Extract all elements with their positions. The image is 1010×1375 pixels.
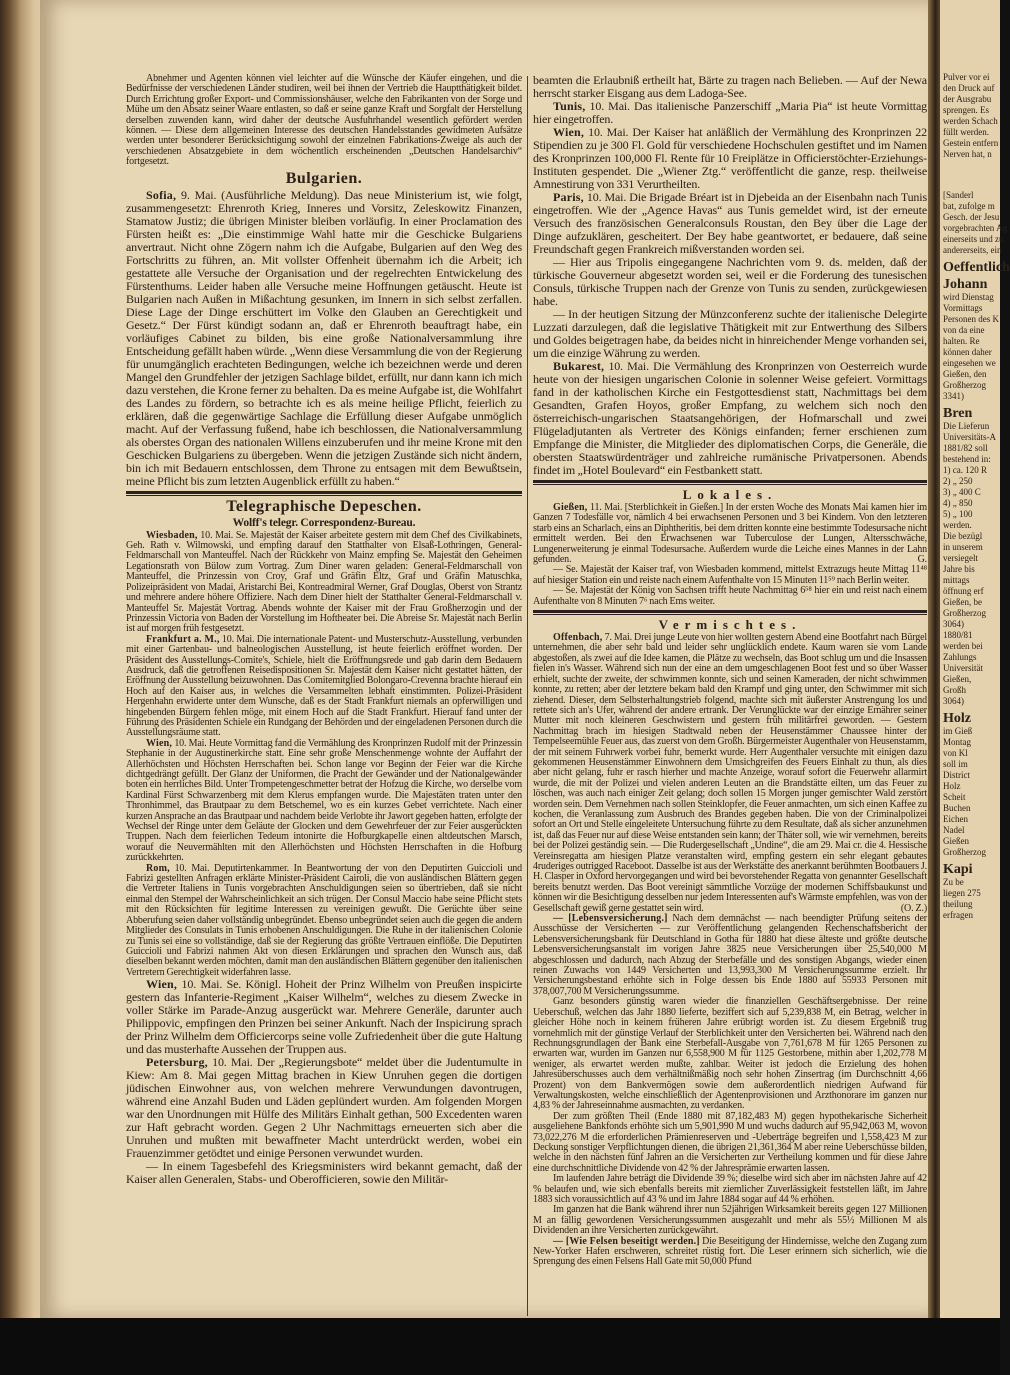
article-wien-prinz-wilhelm [126,978,522,1056]
next-page-line: Gießen, den [943,369,987,379]
next-page-line: Gesch. der Jesu [943,212,1000,222]
article-wien-vermaehlung [126,739,522,864]
article-text: 10. Mai. Die Brigade Bréart ist in Djebeida an der Eisenbahn nach Tunis eingetroffen. Wie der „Agence Havas“ aus Tunis gemeldet wird, ist der erneute Versuch des französischen Generalconsuls Roustan, den Bey über die Lage der Dinge aufzuklären, gescheitert. Der Bey habe geantwortet, er bedauere, daß seine Freundschaft gegen Frankreich mißverstanden worden sei. [533,190,927,256]
next-page-line: versiegelt [943,553,978,563]
article-text: Die Beseitigung der Hindernisse, welche den Zugang zum New-Yorker Hafen erschweren, schreitet rüstig fort. Die Leser erinnern sich sicherlich, wie die Sprengung des einen Felsens Hall Gate mit 50,000 Pfund [533,1235,927,1268]
next-page-line: im Gieß [943,726,973,736]
next-page-line: werden. [943,520,972,530]
section-rule [126,491,522,496]
scan-background [0,1318,1000,1375]
article-text: Nach dem demnächst — nach beendigter Prüfung seitens der Ausschüsse der Versicherten — zur Veröffentlichung gelangenden Rechenschaftsbericht der Lebensversicherungsbank für Deutschland in Gotha für 1880 hat diese älteste und größte deutsche Lebensversicherungsanstalt im vorigen Jahre 3825 neue Versicherungen über 25,540,000 M abgeschlossen und dadurch, nach Abzug der Sterbefälle und des sonstigen Abgangs, wieder einen reinen Zuwachs von 1449 Versicherten und 13,993,300 M Versicherungssumme erzielt. Ihr Versicherungsbestand erhöhte sich in Folge dessen bis Ende 1880 auf 55933 Personen mit 378,007,700 M Versicherungssumme. [533,913,927,997]
article-text: 10. Mai. Se. Königl. Hoheit der Prinz Wilhelm von Preußen inspicirte gestern das Infanterie-Regiment „Kaiser Wilhelm“, welches zu diesem Zwecke in voller Stärke im Parade-Anzug ausgerückt war. Mehrere Generäle, darunter auch Philippovic, empfingen den Prinzen bei seiner Ankunft. Nach der Inspicirung sprach der Prinz Wilhelm dem Officiercorps seine volle Zufriedenheit über die gute Haltung und das musterhafte Aussehen der Truppen aus. [126,977,522,1057]
article-wiesbaden [126,531,522,635]
next-page-line: erfragen [943,910,973,920]
next-page-line: in unserem [943,542,983,552]
next-page-line: 1) ca. 120 R [943,465,987,475]
next-page-line: Holz [943,781,961,791]
next-page-lines-2 [940,190,1008,256]
next-page-line: Universitäts-A [943,432,996,442]
article-lebensversicherung-2: Ganz besonders günstig waren wieder die finanziellen Geschäftsergebnisse. Der reine Ueberschuß, welchen das Jahr 1880 lieferte, beziffert sich auf 5,239,838 M, ein Betrag, welcher in gleicher Höhe noch in keinem früheren Jahre erübrigt worden ist. Zu diesem Ergebniß trug vornehmlich mit der günstige Verlauf der Sterblichkeit unter den Versicherten bei. Während nach den Rechnungsgrundlagen der Bank eine Sterbefall-Ausgabe von 7,761,678 M für 1265 Personen zu erwarten war, wurden im Ganzen nur 6,558,900 M für 1125 Gestorbene, mithin aber 1,202,778 M weniger, als erwartet werden mußte, zahlbar. Weiter ist jedoch die Erzielung des hohen Jahresüberschusses auch dem verhältnißmäßig noch sehr hohen Zinsertrag (im Durchschnitt 4,66 Prozent) von dem Bankvermögen sowie dem außerordentlich niedrigen Aufwand für Verwaltungskosten, welche einschließlich der Agentenprovisionen und Arzthonorare im ganzen nur 4,83 % der Jahreseinnahme ausmachten, zu verdanken. [533,996,927,1112]
article-rom [126,864,522,978]
next-page-line: Pulver vor ei [943,72,990,82]
dateline: Frankfurt a. M., [146,633,220,645]
next-page-line: Großherzog [943,380,986,390]
next-page-line: öffnung erf [943,586,984,596]
dateline: — [Lebensversicherung.] [553,913,668,925]
article-wien-stipendien [533,126,927,191]
article-text: 10. Mai. Das italienische Panzerschiff „Maria Pia“ ist heute Vormittag hier eingetroffen. [533,99,927,126]
column-divider [527,76,528,1316]
next-page-line: Vormittags [943,303,983,313]
next-page-line: wird Dienstag [943,292,994,302]
article-handelsarchiv: Abnehmer und Agenten können viel leichter auf die Wünsche der Käufer eingehen, und die Bedürfnisse der verschiedenen Länder studiren, weil bei ihnen der Vertrieb die Hauptthätigkeit bildet. Durch Errichtung großer Export- und Commissionshäuser, welche den Fabrikanten von der Sorge und Mühe um den Absatz seiner Waare entlasten, so daß er seine ganze Kraft und Sorgfalt der Herstellung derselben zuwenden kann, wird daher der deutsche Ausfuhrhandel wesentlich gefördert werden können. — Diese dem allgemeinen Interesse des deutschen Handelsstandes gewidmeten Aufsätze werden unter besonderer Berücksichtigung sowohl der einzelnen Fabrikations-Zweige als auch der verschiedenen Absatzgebiete in dem wöchentlich erscheinenden „Deutschen Handelsarchiv“ fortgesetzt. [126,73,522,168]
next-page-line: Personen des K [943,314,999,324]
next-page-line: eingesehen we [943,358,996,368]
dateline: Tunis, [553,99,586,113]
article-text: 10. Mai. Se. Majestät der Kaiser arbeitete gestern mit dem Chef des Civilkabinets, Geh. Rath v. Wilmowski, und empfing darauf den Statthalter von Elsaß-Lothringen, General-Feldmarschall von Manteuffel. Nach der Rückkehr von Mainz empfing Se. Majestät den Geheimen Legationsrath von Bülow zum Vortrag. Zum Diner waren geladen: General-Feldmarschall von Manteuffel, die Prinzessin von Croy, Graf und Gräfin Eltz, Graf und Gräfin Matuschka, Polizeipräsident von Madai, Aristarchi Bei, Kontreadmiral Werner, Graf Douglas, Oberst von Strantz und mehrere andere höhere Offiziere. Nach dem Diner hielt der Statthalter General-Feldmarschall v. Manteuffel Sr. Majestät Vortrag. Abends wohnte der Kaiser mit der Frau Großherzogin und der Prinzessin Victoria von Baden der Vorstellung im Hoftheater bei. Die Abreise Sr. Majestät nach Berlin ist auf morgen früh festgesetzt. [126,529,522,635]
next-page-line: von Kl [943,748,968,758]
article-lebensversicherung-5: Im ganzen hat die Bank während ihrer nun 52jährigen Wirksamkeit bereits gegen 127 Millionen M an fällig gewordenen Versicherungssummen ausgezahlt und mehr als 55½ Millionen M als Dividenden an ihre Versicherten zurückgewährt. [533,1204,927,1237]
article-text: 10. Mai. Der Kaiser hat anläßlich der Vermählung des Kronprinzen 22 Stipendien zu je 300 Fl. Gold für verschiedene Hochschulen gestiftet und im Namen des Kronprinzen 100,000 Fl. Rente für 10 Freiplätze in Officierstöchter-Erziehungs-Instituten gespendet. Die „Wiener Ztg.“ veröffentlicht die ganze, resp. theilweise Amnestirung von 331 Verurtheilten. [533,125,927,191]
next-page-line: 5) „ 100 [943,509,973,519]
section-heading-lokales: Lokales. [682,487,778,502]
article-text: 9. Mai. (Ausführliche Meldung). Das neue Ministerium ist, wie folgt, zusammengesetzt: Ehrenroth Krieg, Inneres und Vorsitz, Zeleskowitz Finanzen, Stamatow Justiz; die übrigen Minister bleiben vorläufig. In einer Proclamation des Fürsten heißt es: „Die einstimmige Wahl hatte mir die Geschicke Bulgariens anvertraut. Nicht ohne Zögern nahm ich die Aufgabe, Bulgarien auf den Weg des Fortschritts zu führen, an. Mit vollster Offenheit übernahm ich die Arbeit; ich gestattete alle Versuche der Organisation und der regelrechten Entwickelung des Fürstenthums. Leider haben alle Versuche meine Hoffnungen getäuscht. Heute ist Bulgarien nach Außen in Mißachtung gesunken, im Innern in sich selbst zerfallen. Diese Lage der Dinge erschüttert im Volke den Glauben an Gerechtigkeit und Gesetz.“ Der Fürst kündigt sodann an, daß er Ehrenroth beauftragt habe, ein vorläufiges Cabinet zu bilden, bis eine große Nationalversammlung ihre Entscheidung gefällt haben würde. „Wenn diese Versammlung die von der Regierung für unumgänglich erachteten Bedingungen, welche ich bezeichnen werde und deren Mangel den Grundfehler der jetzigen Sachlage bildet, erfüllt, nur dann kann ich mich dazu verstehen, die Krone ferner zu behalten. Da es meine Aufgabe ist, die Wohlfahrt des Landes zu fördern, so betrachte ich es als meine heilige Pflicht, feierlich zu erklären, daß die gegenwärtige Sachlage die Erfüllung dieser Aufgabe unmöglich macht. Auf der Verfassung fußend, habe ich beschlossen, die Nationalversammlung als oberstes Organ des nationalen Willens einzuberufen und ihr meine Krone mit den Geschicken Bulgariens zu übergeben. Wenn die jetzigen Zustände sich nicht ändern, bin ich mit Bedauern entschlossen, dem Throne zu entsagen mit dem Bewußtsein, meine Pflicht bis zum letzten Augenblick erfüllt zu haben.“ [126,187,522,488]
article-text: 10. Mai. Heute Vormittag fand die Vermählung des Kronprinzen Rudolf mit der Prinzessin Stephanie in der Augustinerkirche statt. Eine sehr große Menschenmenge wohnte der Auffahrt der Allerhöchsten und Höchsten Herrschaften bei. Schon lange vor Beginn der Feier war die Kirche dichtgedrängt gefüllt. Der Glanz der Uniformen, die Pracht der Gewänder und der Nationalgewänder boten ein herrliches Bild. Unter Trompetengeschmetter betrat der Hofzug die Kirche, wo derselbe vom Kardinal Fürst Schwarzenberg mit dem Klerus empfangen wurde. Die Majestäten traten unter den Thronhimmel, das Brautpaar zu dem Betschemel, wo es ein kurzes Gebet verrichtete. Nach einer kurzen Ansprache an das Brautpaar und nachdem beide Verlobte ihr Jawort gegeben hatten, erfolgte der Wechsel der Ringe unter dem Geläute der Glocken und dem Gewehrfeuer der zur Feier ausgerückten Truppen. Nach dem feierlichen Tedeum intonirte die Hofburgkapelle einen altdeutschen Marsch, worauf die Neuvermählten mit den Allerhöchsten und Höchsten Herrschaften in die Hofburg zurückkehrten. [126,737,522,864]
article-tunis [533,100,927,126]
next-page-fragment [940,0,1010,1330]
next-page-line: andererseits, ein [943,245,1002,255]
article-offenbach [533,633,927,914]
article-lebensversicherung [533,914,927,997]
article-sofia [126,189,522,488]
next-page-line: Gießen, [943,674,972,684]
dateline: Rom, [146,862,170,874]
next-page-line: District [943,770,970,780]
next-page-line: Die bezügl [943,531,983,541]
next-page-line: Nerven hat, n [943,149,992,159]
next-page-line: theilung [943,899,973,909]
next-page-line: Zu be [943,877,964,887]
next-page-line: vorgebrachten Ag [943,223,1008,233]
dateline: — [Wie Felsen beseitigt werden.] [553,1235,700,1247]
article-text: 10. Mai. Deputirtenkammer. In Beantwortung der von den Deputirten Guiccioli und Fabrizi gestellten Anfragen erklärte Minister-Präsident Cairoli, die von ausländischen Blättern gegen die Vertreter Italiens in Tunis vorgebrachten Anschuldigungen seien so übertrieben, daß sie nicht einmal den Stempel der Wahrscheinlichkeit an sich trügen. Der Consul Maccio habe seine Pflicht stets mit den Rücksichten für legitime Interessen zu vereinigen gewußt. Die Gerüchte über seine Abberufung seien daher vollständig unbegründet. Ebenso unbegründet seien auch die gegen die andern Mitglieder des Consulats in Tunis erhobenen Anschuldigungen. Die Ruhe in der italienischen Colonie zu Tunis sei eine so vollständige, daß sie der Regierung das größte Vertrauen einflöße. Die Deputirten Guiccioli und Fabrizi nahmen Akt von diesen Erklärungen und sprachen den Wunsch aus, daß dieselben bekannt werden möchten, damit man den ausländischen Blättern gegenüber den italienischen Vertretern Gerechtigkeit widerfahren lasse. [126,862,522,978]
dateline: Wien, [553,125,585,139]
section-heading-bulgarien: Bulgarien. [285,169,363,187]
next-page-line: von da eine [943,325,985,335]
next-page-line: Eichen [943,814,968,824]
right-column [533,74,927,1268]
next-page-heading: Kapi [943,862,973,877]
next-page-line: 3341) [943,391,964,401]
next-page-heading: Bren [943,406,973,421]
next-page-lines-5 [940,726,1000,858]
next-page-line: soll im [943,759,968,769]
article-text: 10. Mai. Die internationale Patent- und Musterschutz-Ausstellung, verbunden mit einer Gartenbau- und balneologischen Ausstellung, ist heute feierlich eröffnet worden. Der Präsident des Ausstellungs-Comite's, Schiele, hielt die Eröffnungsrede und gab darin dem Bedauern Ausdruck, daß die getroffenen Reisedispositionen Sr. Majestät dem Kaiser nicht gestattet hätten, der Eröffnung der Ausstellung beizuwohnen. Das Comitemitglied Bolongaro-Crevenna brachte hierauf ein Hoch auf den Kaiser aus, in welches die Versammelten lebhaft einstimmten. Polizei-Präsident Hergenhahn erwiderte unter dem Wunsche, daß es der Stadt Frankfurt niemals an opferwilligen und hingebenden Bürgern fehlen möge, mit einem Hoch auf die Stadt Frankfurt. Hierauf fand unter der Führung des Präsidenten Schiele ein Rundgang der Behörden und der eingeladenen Personen durch die Ausstellungsräume statt. [126,633,522,739]
next-page-heading: Johann [943,277,988,292]
next-page-line: Nadel [943,825,965,835]
next-page-line: Zahlungs [943,652,977,662]
next-page-line: Die Lieferun [943,421,990,431]
section-heading-vermischtes: Vermischtes. [658,617,802,633]
next-page-lines-3 [940,292,1000,402]
dateline: Offenbach, [553,632,603,644]
next-page-line: 3) „ 400 C [943,487,981,497]
next-page-line: füllt werden. [943,127,989,137]
next-page-line: 4) „ 850 [943,498,973,508]
next-page-line: 1880/81 [943,630,973,640]
next-page-line: Gießen, be [943,597,982,607]
next-page-lines-6 [940,877,1000,921]
next-page-line: Scheit [943,792,966,802]
article-lebensversicherung-4: Im laufenden Jahre beträgt die Dividende 39 %; dieselbe wird sich aber im nächsten Jahre auf 42 % belaufen und, wie sich ebenfalls bereits mit ziemlicher Zuverlässigkeit feststellen läßt, im Jahre 1883 sich voraussichtlich auf 43 % und im Jahre 1884 sogar auf 44 % erhöhen. [533,1173,927,1205]
author-signature: G. [917,554,927,566]
section-rule [533,480,927,485]
next-page-line: 1881/82 soll [943,443,988,453]
next-page-line: Großh [943,685,966,695]
article-lebensversicherung-3: Der zum größten Theil (Ende 1880 mit 87,182,483 M) gegen hypothekarische Sicherheit ausgeliehene Bankfonds erhöhte sich um 5,901,990 M und wuchs dadurch auf 95,942,063 M, wovon 73,022,276 M die erforderlichen Prämienreserven und -Ueberträge begreifen und 1,558,423 M zur Deckung sonstiger Verpflichtungen dienen, die übrigen 21,361,364 M aber reine Ueberschüsse bilden, welche in den nächsten fünf Jahren an die Versicherten zur Vertheilung kommen und für diese Jahre eine durchschnittliche Dividende von 42 % der Jahresprämie erwarten lassen. [533,1110,927,1174]
next-page-line: werden Schach [943,116,998,126]
article-bukarest [533,360,927,477]
next-page-heading: Holz [943,711,971,726]
article-tagesbefehl: — In einem Tagesbefehl des Kriegsministers wird bekannt gemacht, daß der Kaiser allen Generalen, Stabs- und Oberofficieren, sowie den Militär- [126,1159,522,1187]
next-page-line: [Sanderl [943,190,974,200]
next-page-lines-4 [940,421,1000,707]
dateline: Paris, [553,190,584,204]
article-kaiser-durchreise: — Se. Majestät der Kaiser traf, von Wiesbaden kommend, mittelst Extrazugs heute Mittag 11⁴⁸ auf hiesiger Station ein und reiste nach einem Aufenthalte von 15 Minuten 11⁵⁹ nach Berlin weiter. [533,564,927,586]
next-page-line: einerseits und zu [943,234,1004,244]
article-paris [533,191,927,256]
article-koenig-sachsen: — Se. Majestät der König von Sachsen trifft heute Nachmittag 6⁵⁸ hier ein und reist nach einem Aufenthalte von 8 Minuten 7⁶ nach Ems weiter. [533,585,927,607]
source-signature: (O. Z.) [900,902,927,914]
next-page-line: 3064) [943,696,964,706]
subheading-bureau: Wolff's telegr. Correspondenz-Bureau. [232,516,416,529]
next-page-line: Universität [943,663,983,673]
dateline: Bukarest, [553,359,605,373]
next-page-line: 3064) [943,619,964,629]
section-rule [533,610,927,615]
article-text: 10. Mai. Die Vermählung des Kronprinzen von Oesterreich wurde heute von der hiesigen ungarischen Colonie in solenner Weise gefeiert. Vormittags fand in der katholischen Kirche ein Festgottesdienst statt, Nachmittags bei dem Gesandten, Grafen Hoyos, großer Empfang, zu welchem sich noch den österreichisch-ungarischen Staatsangehörigen, der Hofmarschall und zwei Flügeladjutanten als Vertreter des Königs einfanden; ferner erschienen zum Empfange die Minister, die Mitglieder des diplomatischen Corps, die Generäle, die obersten Staatswürdenträger und zahlreiche rumänische Privatpersonen. Abends findet im „Hotel Boulevard“ ein Festbankett statt. [533,359,927,477]
page-gutter [928,0,940,1330]
article-felsen [533,1237,927,1268]
next-page-line: Jahre bis [943,564,975,574]
article-giessen [533,503,927,565]
next-page-line: den Druck auf [943,83,995,93]
next-page-line: Montag [943,737,971,747]
dateline: Wien, [146,977,178,992]
dateline: Petersburg, [146,1055,208,1070]
dateline: Sofia, [146,187,177,202]
next-page-line: können daher [943,347,992,357]
article-text: 10. Mai. Der „Regierungsbote“ meldet über die Judentumulte in Kiew: Am 8. Mai gegen Mittag brachen in Kiew Unruhen gegen die dortigen jüdischen Einwohner aus, von welchen mehrere Verwundungen davontrugen, während eine Anzahl Buden und Läden geplündert wurden. Am folgenden Morgen war den Unordnungen mit Hülfe des Militärs Einhalt gethan, 500 Excedenten waren zur Haft gebracht worden. Gegen 2 Uhr Nachmittags erneuerten sich aber die Unruhen und mußten mit bewaffneter Macht unterdrückt werden, wobei ein Frauenzimmer getödtet und einige Personen verwundet wurden. [126,1055,522,1161]
next-page-line: sprengen. Es [943,105,989,115]
dateline: Wien, [146,737,173,749]
next-page-line: bestehend in: [943,454,991,464]
section-heading-telegraphische-depeschen: Telegraphische Depeschen. [226,497,422,515]
next-page-line: Gestein entfern [943,138,999,148]
next-page-line: halten. Re [943,336,980,346]
next-page-lines-1 [940,72,1000,160]
dateline: Wiesbaden, [146,529,198,541]
left-column [126,74,522,1186]
next-page-line: Gießen [943,836,969,846]
next-page-line: werden bei [943,641,983,651]
next-page-line: der Ausgrabu [943,94,992,104]
article-petersburg [126,1056,522,1160]
next-page-line: Buchen [943,803,971,813]
article-text: 7. Mai. Drei junge Leute von hier wollten gestern Abend eine Bootfahrt nach Bürgel unternehmen, die aber sehr bald und leider sehr unglücklich endete. Kaum waren sie vom Lande abgestoßen, als zwei auf die Idee kamen, die Plätze zu wechseln, das Boot schlug um und die Insassen fielen in's Wasser. Während sich nun der eine an dem umgeschlagenen Boot fest und so über Wasser erhielt, suchte der zweite, der schwimmen konnte, sich und seinen Kameraden, der nicht schwimmen konnte, zu retten; aber der letztere bekam bald den Krampf und ging unter, den Schwimmer mit sich ziehend. Dieser, dem Selbsterhaltungstrieb folgend, machte sich mit äußerster Anstrengung los und rettete sich an's Ufer, während der andere ertrank. Der Verunglückte war der einzige Ernährer seiner Mutter mit noch kleineren Geschwistern und gestern früh militärfrei geworden. — Gestern Nachmittag brach im hiesigen Stadtwald neben der Heusenstämmer Chaussee hinter der Tempelseemühle Feuer aus, das zuerst von dem Großh. Bürgermeister Augenthaler von Heusenstamm, der mit seinem Fuhrwerk vorbei fuhr, bemerkt wurde. Herr Augenthaler versuchte mit einigen dazu gekommenen Heusenstämmer Einwohnern dem Umsichgreifen des Feuers Einhalt zu thun, als dies aber nicht gelang, fuhr er rasch hierher und machte Anzeige, worauf sofort die Feuerwehr allarmirt wurde, die mit der Polizei und vielen anderen Leuten an die Brandstätte eilten, um das Feuer zu löschen, was auch nach einiger Zeit gelang; doch sollen 15 Morgen junger gemischter Wald zerstört worden sein. Dem Vernehmen nach sollen Steinklopfer, die Feuer anmachten, um sich einen Kaffee zu kochen, die Veranlassung zum Ausbruch des Brandes gegeben haben. Die von der Criminalpolizei sofort an Ort und Stelle eingeleitete Untersuchung führte zu dem Resultate, daß als sicher anzunehmen ist, daß das Feuer nur auf diese Weise entstanden sein kann; der Thäter soll, wie wir vernehmen, bereits bei der Polizei geständig sein. — Die Rudergesellschaft „Undine“, die am 29. Mai cr. die 4. Hessische Vereinsregatta am hiesigen Platze veranstalten wird, empfing gestern ein sehr elegant gebautes 4ruderiges outrigged Raceboot. Dasselbe ist aus der Werkstätte des anerkannt berühmten Bootbauers J. H. Clasper in Oxford hervorgegangen und wird bei bevorstehender Regatta von genannter Gesellschaft bereits benutzt werden. Das Boot vereinigt sämmtliche Vorzüge der modernen Schiffsbaukunst und können wir die Besichtigung desselben nur jedem Interessenten auf's Wärmste empfehlen, was von der Gesellschaft gewiß gerne gestattet sein wird. [533,632,927,914]
dateline: Gießen, [553,502,588,513]
next-page-line: Großherzog [943,847,986,857]
next-page-line: mittags [943,575,970,585]
article-text: 11. Mai. [Sterblichkeit in Gießen.] In der ersten Woche des Monats Mai kamen hier im Ganzen 7 Todesfälle vor, nämlich 4 bei erwachsenen Personen und 3 bei Kindern. Von den letzteren starb eins an Scharlach, eins an Diphtheritis, bei dem dritten konnte eine bestimmte Todesursache nicht ermittelt werden. Bei den Erwachsenen war Tuberculose der Lungen, Altersschwäche, Lungenerweiterung je einmal Todesursache. Außerdem wurde die Leiche eines Mannes in der Lahn gefunden. [533,502,927,566]
next-page-line: Großherzog [943,608,986,618]
article-tripolis: — Hier aus Tripolis eingegangene Nachrichten vom 9. ds. melden, daß der türkische Gouverneur abgesetzt worden sei, weil er die Forderung des tunesischen Consuls, türkische Truppen nach der Grenze von Tunis zu senden, zurückgewiesen habe. [533,255,927,308]
article-frankfurt [126,635,522,739]
article-muenzconferenz: — In der heutigen Sitzung der Münzconferenz suchte der italienische Delegirte Luzzati darzulegen, daß die legislative Thätigkeit mit zur Entwerthung des Silbers und Goldes beigetragen habe, da beides nicht in hinreichender Menge vorhanden sei, um die einzige Währung zu werden. [533,307,927,360]
next-page-heading: Oeffentlich [943,260,1010,275]
next-page-line: liegen 275 [943,888,981,898]
next-page-line: bat, zufolge m [943,201,995,211]
article-continuation: beamten die Erlaubniß ertheilt hat, Bärte zu tragen nach Belieben. — Auf der Newa herrscht starker Eisgang aus dem Ladoga-See. [533,73,927,100]
next-page-line: 2) „ 250 [943,476,973,486]
